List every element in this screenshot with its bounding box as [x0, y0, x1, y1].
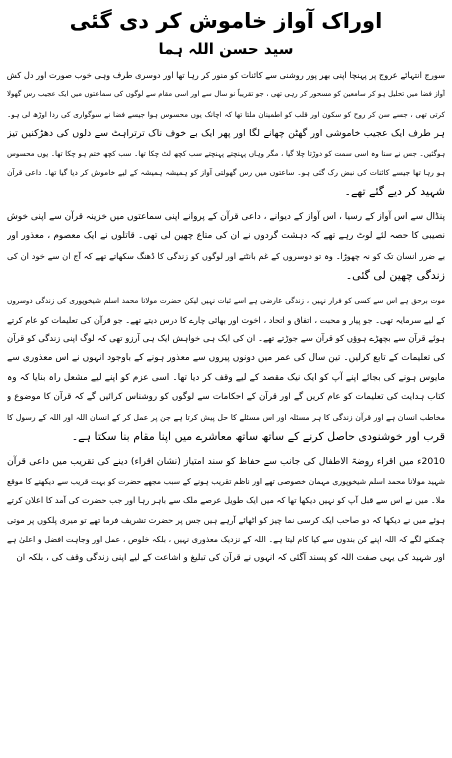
text-line: شہید کر دیے گئے تھے۔ — [344, 185, 445, 199]
article-body — [7, 66, 445, 569]
article-paragraph — [7, 452, 445, 568]
text-line: کے لیے سرمایہ تھی۔ جو پیار و محبت ، اتفاق و اتحاد ، اخوت اور بھائی چارے کا درس دیتے تھے۔ جو قرآن کی تعلیمات کو عام کرتے — [7, 314, 445, 325]
text-line: سورج انتہائے عروج پر پہنچا اپنی بھر پور روشنی سے کائنات کو منور کر رہا تھا اور دوسری طرف وہی خوب صورت اور دل کش — [7, 70, 445, 80]
article-paragraph — [7, 66, 445, 202]
text-line: پنڈال سے اس آواز کے رسیا ، اس آواز کے دیوانے ، داعی قرآن کے پروانے اپنی سماعتوں میں خزینہ قرآن سے اپنی خوش — [7, 211, 445, 222]
text-line: موت برحق ہے اس سے کسی کو فرار نہیں ، زندگی عارضی ہے اسے ثبات نہیں لیکن حضرت مولانا محمد اسلم شیخوپوری کی زندگی دوسروں — [7, 296, 445, 306]
text-line: شہید مولانا محمد اسلم شیخوپوری مہمان خصوصی تھے اور ناظم تقریب ہونے کے سبب مجھے حضرت کو بہت قریب سے دیکھنے کا موقع — [7, 476, 445, 486]
text-line: ہر طرف ایک عجیب خاموشی اور گھٹن چھانے لگا اور پھر ایک بے خوف ناک ترتراہٹ سے دلوں کی دھڑکنیں تیز — [7, 128, 445, 140]
text-line: کی تعلیمات کے تابع کرلیں۔ تین سال کی عمر میں دونوں پیروں سے معذور ہونے کے باوجود انہوں نے اس معذوری سے — [7, 353, 445, 364]
text-line: زندگی چھین لی گئی۔ — [345, 268, 445, 282]
text-line: چمکنے لگے کہ اللہ اپنے کن بندوں سے کیا کام لیتا ہے۔ اللہ کے نزدیک معذوری نہیں ، بلکہ خلوص ، عمل اور وجاہت افضل و اعلیٰ ہے — [7, 534, 445, 544]
text-line: کتاب ہدایت کی تعلیمات کو عام کریں گے اور قرآن کے احکامات سے لوگوں کو روشناس کرائیں گے کہ قرآن کا موضوع و — [7, 392, 445, 403]
article-paragraph — [7, 291, 445, 446]
text-line: بے ضرر انسان تک کو نہ چھوڑا۔ وہ تو دوسروں کے غم بانٹتے اور لوگوں کو زندگی کا ڈھنگ سکھاتے تھے کہ آج ان سے خود ان کی — [7, 250, 445, 261]
text-line: کرتی تھی ، جسے سن کر روح کو سکون اور قلب کو اطمینان ملتا تھا کہ اچانک یوں محسوس ہوا جیسے فضا نے سوگواری کی ردا اوڑھ لی ہو۔ — [7, 109, 445, 119]
text-line: مایوس ہونے کی بجائے اپنے آپ کو ایک نیک مقصد کے لیے وقف کر دیا تھا۔ اسی عزم کو اپنے لیے مشعل راہ بنایا کہ وہ — [7, 372, 445, 383]
text-line: ہو رہا تھا جیسے کائنات کی نبض رک گئی ہو۔ ساعتوں میں رس گھولتی آواز کو ہمیشہ ہمیشہ کے لیے خاموش کر دیا گیا تھا۔ داعی قرآن — [7, 167, 445, 177]
article-paragraph — [7, 208, 445, 286]
text-line: 2010ء میں اقراء روضۃ الاطفال کی جانب سے حفاظ کو سند امتیاز (نشان اقراء) دینے کی تقریب میں داعی قرآن — [7, 456, 445, 468]
author-byline: سید حسن اللہ ہما — [158, 40, 294, 58]
text-line: قرب اور خوشنودی حاصل کرنے کے ساتھ ساتھ معاشرے میں اپنا مقام بنا سکتا ہے۔ — [71, 430, 445, 444]
text-line: ہوگئیں۔ جس نے سنا وہ اسی سمت کو دوڑتا چلا گیا ، مگر وہاں پہنچتے پہنچتے سب کچھ لٹ چکا تھا۔ سب کچھ ختم ہو چکا تھا۔ یوں محسوس — [7, 148, 445, 158]
text-line: مخاطب انسان ہے اور قرآن زندگی کا ہر مسئلہ اور اس مسئلے کا حل پیش کرتا ہے جن پر عمل کر کے انسان اللہ اور اللہ کے رسول کا — [7, 412, 445, 422]
article-title: اوراک آواز خاموش کر دی گئی — [69, 9, 383, 33]
text-line: نصیبی کا حصہ لئے لوٹ رہے تھے کہ دہشت گردوں نے ان کی متاع چھین لی تھی۔ قاتلوں نے ایک معصوم ، معذور اور — [7, 231, 445, 242]
text-line: ہوئے میں نے دیکھا کہ دو صاحب ایک کرسی نما چیز کو اٹھائے آرہے ہیں جس پر حضرت تشریف فرما تھے تو میری پلکوں پر موتی — [7, 514, 445, 525]
text-line: اور شہید کی یہی صفت اللہ کو پسند آگئی کہ انہوں نے قرآن کی تبلیغ و اشاعت کے لیے اپنی زندگی وقف کی ، بلکہ ان — [16, 553, 445, 564]
text-line: آواز فضا میں تحلیل ہو کر سامعین کو مسحور کر رہی تھی ، جو تقریباً نو سال سے اور اسی مقام سے لوگوں کی سماعتوں میں ایک عجیب رس گھولا — [7, 90, 445, 99]
text-line: ملا۔ میں نے اس سے قبل آپ کو نہیں دیکھا تھا کہ میں ایک طویل عرصے ملک سے باہر رہا اور جب حضرت کی آمد کا اعلان کرتے — [7, 495, 445, 506]
text-line: ہوئے قرآن سے بچھڑے ہوؤں کو قرآن سے جوڑتے تھے۔ ان کی ایک ہی خواہش ایک ہی آرزو تھی کہ لوگ اپنی زندگی کو قرآن — [7, 334, 445, 345]
